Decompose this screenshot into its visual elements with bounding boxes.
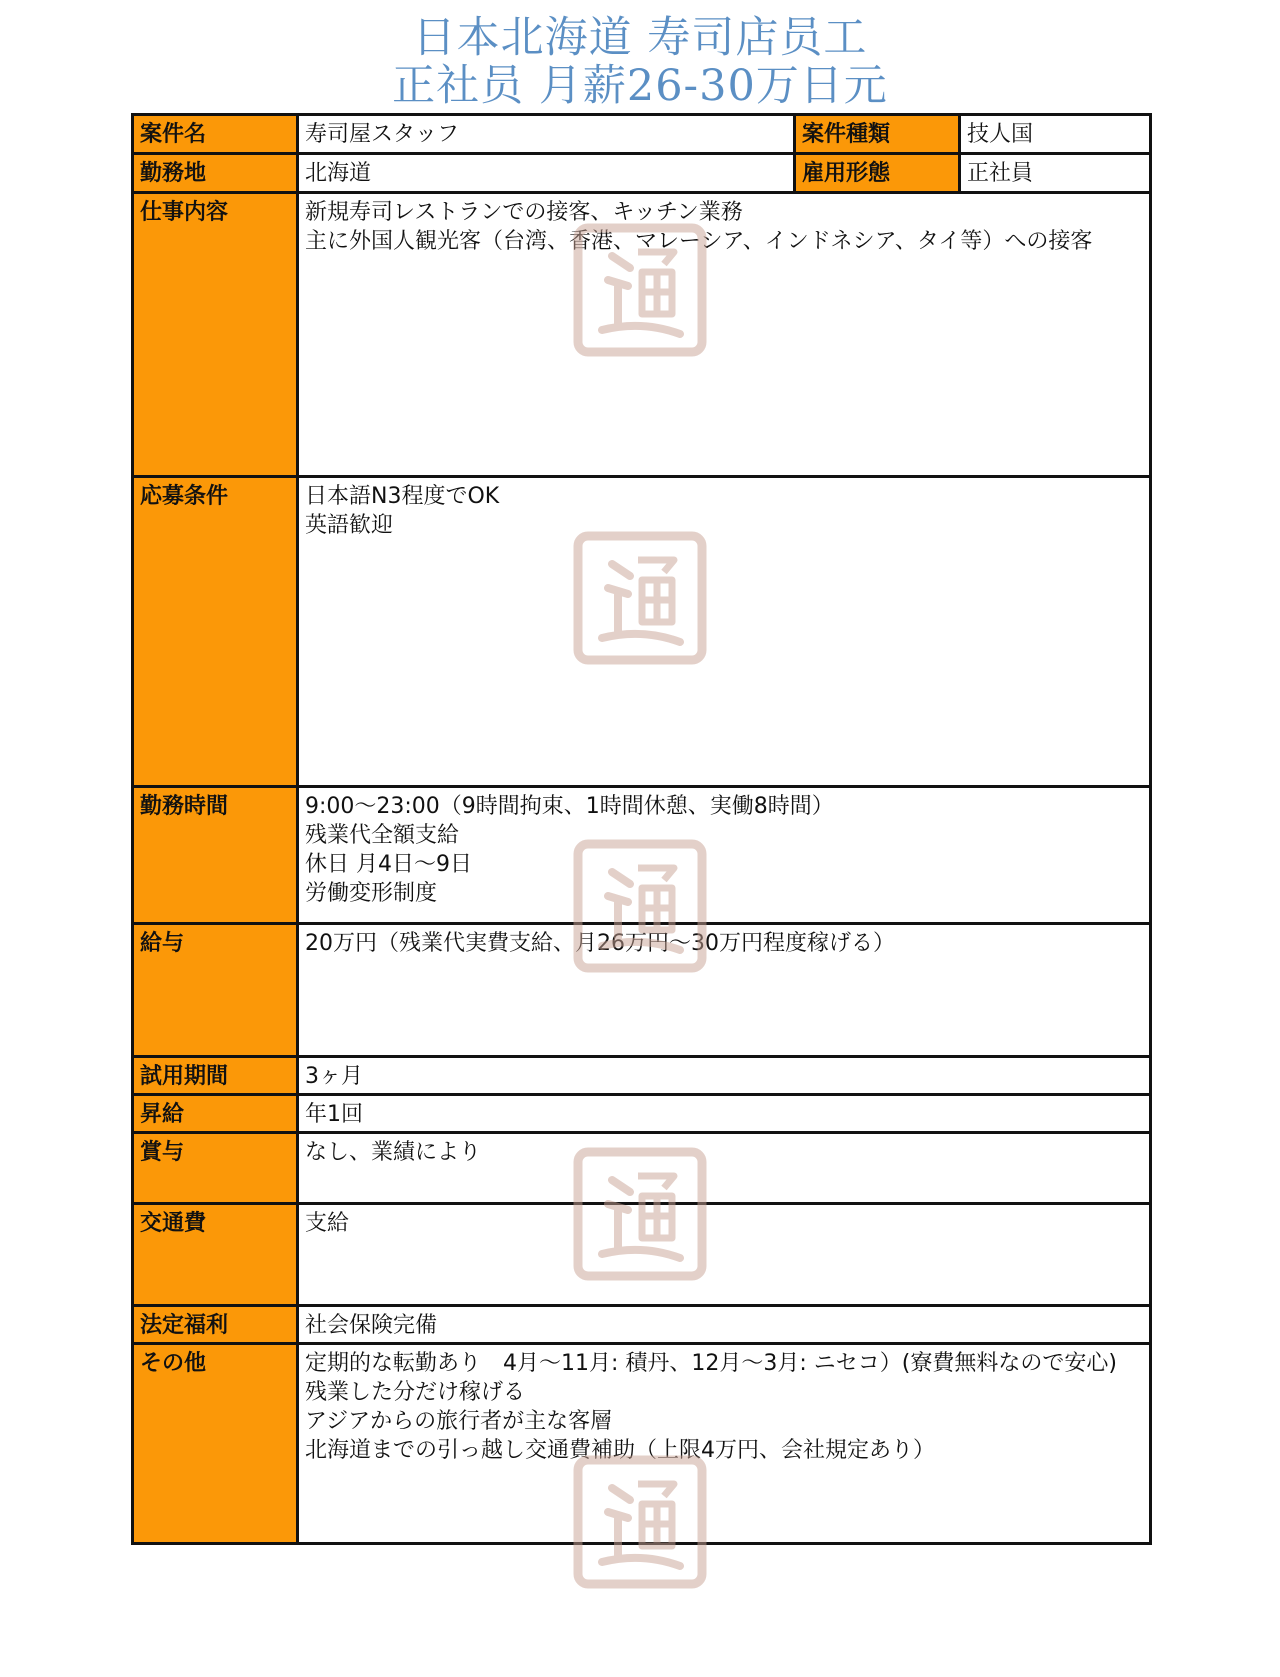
text-line: 3ヶ月 xyxy=(305,1064,363,1089)
working-hours-value xyxy=(298,787,1151,924)
salary-value xyxy=(298,924,1151,1057)
text-line: 残業した分だけ稼げる xyxy=(305,1380,526,1405)
text-line: 定期的な転勤あり 4月～11月: 積丹、12月～3月: ニセコ）(寮費無料なので安心) xyxy=(305,1351,1117,1376)
raise-value xyxy=(298,1095,1151,1133)
text-line: 新規寿司レストランでの接客、キッチン業務 xyxy=(305,200,743,225)
table-row xyxy=(133,1204,1151,1306)
job-details-table xyxy=(131,113,1152,1545)
transportation-label: 交通費 xyxy=(133,1204,298,1306)
job-name-value: 寿司屋スタッフ xyxy=(298,115,795,154)
requirements-label: 応募条件 xyxy=(133,477,298,787)
text-line: 日本語N3程度でOK xyxy=(305,484,500,509)
requirements-value xyxy=(298,477,1151,787)
job-type-label: 案件種類 xyxy=(795,115,960,154)
table-row xyxy=(133,115,1151,154)
text-line: 年1回 xyxy=(305,1102,363,1127)
table-row xyxy=(133,1306,1151,1344)
probation-value xyxy=(298,1057,1151,1095)
text-line: 労働変形制度 xyxy=(305,881,438,906)
text-line: なし、業績により xyxy=(305,1140,482,1165)
text-line: アジアからの旅行者が主な客層 xyxy=(305,1409,613,1434)
location-value: 北海道 xyxy=(298,154,795,193)
welfare-value xyxy=(298,1306,1151,1344)
table-row xyxy=(133,477,1151,787)
text-line: 英語歓迎 xyxy=(305,513,394,538)
text-line: 支給 xyxy=(305,1211,350,1236)
job-type-value: 技人国 xyxy=(960,115,1151,154)
table-row xyxy=(133,193,1151,477)
salary-label: 給与 xyxy=(133,924,298,1057)
table-row xyxy=(133,787,1151,924)
job-description-value xyxy=(298,193,1151,477)
table-row xyxy=(133,1133,1151,1204)
bonus-value xyxy=(298,1133,1151,1204)
text-line: 休日 月4日～9日 xyxy=(305,852,472,877)
other-value xyxy=(298,1344,1151,1544)
text-line: 9:00～23:00（9時間拘束、1時間休憩、実働8時間） xyxy=(305,794,834,819)
location-label: 勤務地 xyxy=(133,154,298,193)
job-description-label: 仕事内容 xyxy=(133,193,298,477)
text-line: 主に外国人観光客（台湾、香港、マレーシア、インドネシア、タイ等）への接客 xyxy=(305,229,1093,254)
job-name-label: 案件名 xyxy=(133,115,298,154)
title-line-1: 日本北海道 寿司店员工 xyxy=(412,13,868,63)
table-row xyxy=(133,1344,1151,1544)
working-hours-label: 勤務時間 xyxy=(133,787,298,924)
table-row xyxy=(133,924,1151,1057)
text-line: 北海道までの引っ越し交通費補助（上限4万円、会社規定あり） xyxy=(305,1438,935,1463)
title-line-2: 正社员 月薪26-30万日元 xyxy=(392,61,888,111)
probation-label: 試用期間 xyxy=(133,1057,298,1095)
bonus-label: 賞与 xyxy=(133,1133,298,1204)
text-line: 20万円（残業代実費支給、月26万円～30万円程度稼げる） xyxy=(305,931,895,956)
table-row xyxy=(133,1095,1151,1133)
text-line: 社会保険完備 xyxy=(305,1313,438,1338)
other-label: その他 xyxy=(133,1344,298,1544)
welfare-label: 法定福利 xyxy=(133,1306,298,1344)
transportation-value xyxy=(298,1204,1151,1306)
table-row xyxy=(133,1057,1151,1095)
table-row xyxy=(133,154,1151,193)
text-line: 残業代全額支給 xyxy=(305,823,460,848)
employment-type-label: 雇用形態 xyxy=(795,154,960,193)
raise-label: 昇給 xyxy=(133,1095,298,1133)
page-title xyxy=(0,14,1280,110)
employment-type-value: 正社員 xyxy=(960,154,1151,193)
